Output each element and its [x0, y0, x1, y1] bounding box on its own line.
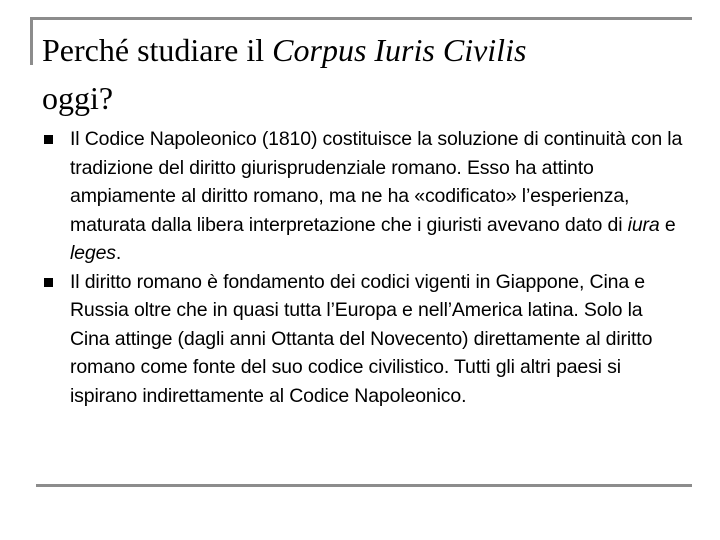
bullet-text: .	[115, 242, 122, 264]
bullet-text: Il diritto romano è fondamento dei codici vigenti in Giappone, Cina e Russia oltre che in quasi tutta l’Europa e nell’America latina. Solo la Cina attinge (dagli anni Ottanta del Novecento) direttamente al diritto romano come fonte del suo codice civilistico. Tutti gli altri paesi si ispirano indirettamente al Codice Napoleonico.	[70, 270, 653, 407]
bullet-italic-text: iura	[627, 213, 660, 236]
bullet-item-codice-napoleonico	[44, 125, 684, 268]
square-bullet-icon	[44, 278, 53, 287]
slide-title	[42, 26, 682, 122]
frame-left-line	[30, 17, 33, 65]
bullet-italic-text: leges	[70, 242, 116, 264]
bullet-item-diritto-romano	[44, 268, 684, 411]
frame-bottom-line	[36, 484, 692, 487]
title-text-line2: oggi?	[42, 80, 114, 116]
bullet-list	[44, 125, 684, 410]
frame-top-line	[30, 17, 692, 20]
title-italic-text: Corpus Iuris Civilis	[272, 32, 527, 68]
bullet-text: Il Codice Napoleonico (1810) costituisce la soluzione di continuità con la tradizione del diritto giurisprudenziale romano. Esso ha attinto ampiamente al diritto romano, ma ne ha «codificato» l’esperienza, maturata dalla libera interpretazione che i giuristi avevano dato di	[70, 128, 683, 236]
title-text: Perché studiare il	[42, 32, 273, 68]
bullet-text: e	[659, 213, 676, 236]
square-bullet-icon	[44, 135, 53, 144]
